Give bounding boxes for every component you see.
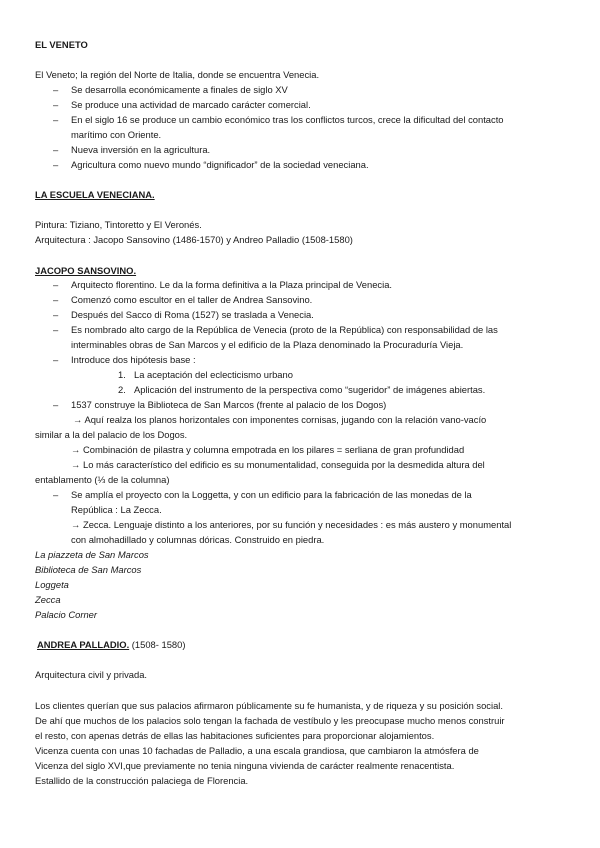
veneto-bullet: En el siglo 16 se produce un cambio económico tras los conflictos turcos, crece la dificultad del contacto — [71, 114, 504, 125]
works-list-item: Loggeta — [35, 579, 69, 590]
arrow-note: → Combinación de pilastra y columna empotrada en los pilares = serliana de gran profundidad — [71, 444, 465, 455]
veneto-bullet: Nueva inversión en la agricultura. — [71, 144, 211, 155]
palladio-heading-line — [37, 637, 185, 652]
sansovino-bullet-continuation: interminables obras de San Marcos y el edificio de la Plaza denominado la Procuraduría Vieja. — [71, 339, 464, 350]
sansovino-bullet: 1537 construye la Biblioteca de San Marcos (frente al palacio de los Dogos) — [71, 399, 387, 410]
paragraph-line: Vicenza cuenta con unas 10 fachadas de Palladio, a una escala grandiosa, que cambiaron la atmósfera de — [35, 745, 479, 756]
veneto-bullet: Agricultura como nuevo mundo “dignificador” de la sociedad veneciana. — [71, 159, 369, 170]
sansovino-bullet-continuation: República : La Zecca. — [71, 504, 162, 515]
bullet-dash: – — [53, 84, 59, 95]
list-number: 2. — [118, 384, 126, 395]
arrow-note: → Aquí realza los planos horizontales con imponentes cornisas, jugando con la relación vano-vacío — [73, 414, 487, 425]
works-list-item: Palacio Corner — [35, 609, 98, 620]
paragraph-line: De ahí que muchos de los palacios solo tengan la fachada de vestíbulo y les preocupase mucho menos construir — [35, 715, 505, 726]
veneto-bullet-continuation: marítimo con Oriente. — [71, 129, 162, 140]
veneto-intro: El Veneto; la región del Norte de Italia, donde se encuentra Venecia. — [35, 69, 320, 80]
section-heading-veneto: EL VENETO — [35, 39, 88, 50]
sansovino-bullet: Comenzó como escultor en el taller de Andrea Sansovino. — [71, 294, 313, 305]
list-number: 1. — [118, 369, 126, 380]
arrow-note: → Zecca. Lenguaje distinto a los anteriores, por su función y necesidades : es más austero y monumental — [71, 519, 512, 530]
sansovino-bullet: Introduce dos hipótesis base : — [71, 354, 196, 365]
sansovino-bullet: Arquitecto florentino. Le da la forma definitiva a la Plaza principal de Venecia. — [71, 279, 393, 290]
bullet-dash: – — [53, 144, 59, 155]
works-list-item: La piazzeta de San Marcos — [35, 549, 149, 560]
bullet-dash: – — [53, 99, 59, 110]
arrow-note-continuation: con almohadillado y columnas dóricas. Construido en piedra. — [71, 534, 325, 545]
veneto-bullet: Se desarrolla económicamente a finales de siglo XV — [71, 84, 288, 95]
works-list-item: Zecca — [35, 594, 61, 605]
section-heading-palladio: ANDREA PALLADIO. — [37, 639, 130, 650]
paragraph-line: Estallido de la construcción palaciega de Florencia. — [35, 775, 249, 786]
palladio-intro: Arquitectura civil y privada. — [35, 669, 148, 680]
bullet-dash: – — [53, 324, 59, 335]
numbered-item: Aplicación del instrumento de la perspectiva como “sugeridor” de imágenes abiertas. — [134, 384, 486, 395]
arrow-note: → Lo más característico del edificio es su monumentalidad, conseguida por la desmedida altura del — [71, 459, 485, 470]
paragraph-line: Vicenza del siglo XVI,que previamente no tenia ninguna vivienda de carácter realmente renacentista. — [35, 760, 455, 771]
escuela-arquitectura: Arquitectura : Jacopo Sansovino (1486-1570) y Andreo Palladio (1508-1580) — [35, 234, 353, 245]
numbered-item: La aceptación del eclecticismo urbano — [134, 369, 293, 380]
works-list-item: Biblioteca de San Marcos — [35, 564, 142, 575]
sansovino-bullet: Es nombrado alto cargo de la República de Venecia (proto de la República) con responsabilidad de las — [71, 324, 498, 335]
bullet-dash: – — [53, 354, 59, 365]
arrow-note-continuation: entablamento (⅓ de la columna) — [35, 474, 170, 485]
sansovino-bullet: Se amplía el proyecto con la Loggetta, y con un edificio para la fabricación de las monedas de la — [71, 489, 472, 500]
section-heading-escuela: LA ESCUELA VENECIANA. — [35, 189, 155, 200]
bullet-dash: – — [53, 159, 59, 170]
bullet-dash: – — [53, 294, 59, 305]
bullet-dash: – — [53, 279, 59, 290]
paragraph-line: Los clientes querían que sus palacios afirmaron públicamente su fe humanista, y de riqueza y su posición social. — [35, 700, 503, 711]
escuela-pintura: Pintura: Tiziano, Tintoretto y El Veronés. — [35, 219, 202, 230]
bullet-dash: – — [53, 309, 59, 320]
palladio-dates: (1508- 1580) — [129, 639, 186, 650]
bullet-dash: – — [53, 399, 59, 410]
paragraph-line: el resto, con apenas detrás de ellas las habitaciones suficientes para proporcionar alojamientos. — [35, 730, 435, 741]
bullet-dash: – — [53, 114, 59, 125]
bullet-dash: – — [53, 489, 59, 500]
sansovino-bullet: Después del Sacco di Roma (1527) se traslada a Venecia. — [71, 309, 314, 320]
veneto-bullet: Se produce una actividad de marcado carácter comercial. — [71, 99, 311, 110]
arrow-note-continuation: similar a la del palacio de los Dogos. — [35, 429, 188, 440]
section-heading-sansovino: JACOPO SANSOVINO. — [35, 265, 137, 276]
